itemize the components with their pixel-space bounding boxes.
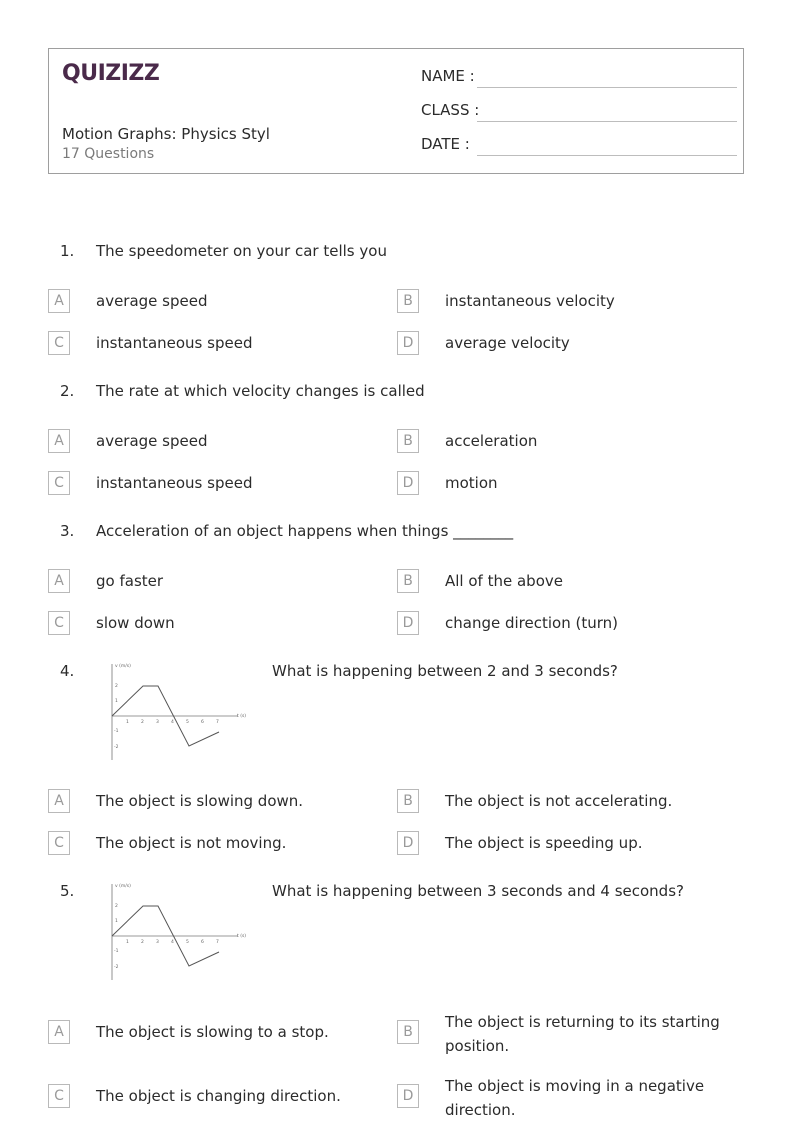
question-text: Acceleration of an object happens when things ________ xyxy=(96,522,514,540)
option-letter: B xyxy=(397,289,419,313)
option-text: The object is speeding up. xyxy=(445,834,643,852)
x-tick-label: 7 xyxy=(216,940,219,945)
velocity-time-graph xyxy=(104,880,252,984)
option-letter: B xyxy=(397,569,419,593)
option-text: instantaneous speed xyxy=(96,474,253,492)
x-axis-label: t (s) xyxy=(237,934,247,939)
question-number: 1. xyxy=(60,242,75,260)
x-tick-label: 6 xyxy=(201,720,204,725)
option-letter: A xyxy=(48,1020,70,1044)
option-letter: A xyxy=(48,569,70,593)
question-text: What is happening between 2 and 3 seconds? xyxy=(272,662,618,680)
option-text: The object is not accelerating. xyxy=(445,792,673,810)
option-letter: D xyxy=(397,331,419,355)
option-text: average speed xyxy=(96,432,208,450)
class-field[interactable] xyxy=(421,101,737,125)
option-letter: D xyxy=(397,611,419,635)
y-tick-label: 1 xyxy=(115,699,118,704)
velocity-time-graph xyxy=(104,660,252,764)
class-line[interactable] xyxy=(477,121,737,122)
option-text: acceleration xyxy=(445,432,538,450)
y-tick-label: -1 xyxy=(114,729,119,734)
x-tick-label: 3 xyxy=(156,720,159,725)
x-tick-label: 1 xyxy=(126,940,129,945)
option-letter: C xyxy=(48,831,70,855)
option-letter: C xyxy=(48,331,70,355)
x-tick-label: 4 xyxy=(171,720,174,725)
option-letter: A xyxy=(48,789,70,813)
option-text: The object is changing direction. xyxy=(96,1087,341,1105)
option-letter: D xyxy=(397,1084,419,1108)
option-text: All of the above xyxy=(445,572,563,590)
option-text: change direction (turn) xyxy=(445,614,618,632)
option-text: go faster xyxy=(96,572,164,590)
option-text: motion xyxy=(445,474,498,492)
option-text: The object is moving in a negative direction. xyxy=(445,1077,705,1119)
y-axis-label: v (m/s) xyxy=(115,664,131,669)
option-letter: D xyxy=(397,471,419,495)
x-tick-label: 5 xyxy=(186,940,189,945)
question-number: 3. xyxy=(60,522,75,540)
option-text: average velocity xyxy=(445,334,570,352)
option-text: slow down xyxy=(96,614,175,632)
worksheet-title: Motion Graphs: Physics Styl xyxy=(62,125,270,143)
x-tick-label: 7 xyxy=(216,720,219,725)
x-tick-label: 2 xyxy=(141,720,144,725)
date-label: DATE : xyxy=(421,135,470,153)
option-letter: C xyxy=(48,611,70,635)
x-tick-label: 1 xyxy=(126,720,129,725)
y-axis-label: v (m/s) xyxy=(115,884,131,889)
option-letter: B xyxy=(397,429,419,453)
x-tick-label: 5 xyxy=(186,720,189,725)
x-tick-label: 3 xyxy=(156,940,159,945)
question-number: 5. xyxy=(60,882,75,900)
date-field[interactable] xyxy=(421,135,737,159)
class-label: CLASS : xyxy=(421,101,480,119)
option-text: The object is slowing down. xyxy=(96,792,304,810)
option-letter: B xyxy=(397,1020,419,1044)
question-text: What is happening between 3 seconds and 4 seconds? xyxy=(272,882,684,900)
worksheet-header xyxy=(48,48,744,174)
question-number: 2. xyxy=(60,382,75,400)
option-text: instantaneous speed xyxy=(96,334,253,352)
y-tick-label: -1 xyxy=(114,949,119,954)
x-axis-label: t (s) xyxy=(237,714,247,719)
y-tick-label: -2 xyxy=(114,745,119,750)
y-tick-label: 1 xyxy=(115,919,118,924)
x-tick-label: 4 xyxy=(171,940,174,945)
option-text: instantaneous velocity xyxy=(445,292,615,310)
option-letter: B xyxy=(397,789,419,813)
option-text: The object is returning to its starting position. xyxy=(445,1013,720,1055)
y-tick-label: -2 xyxy=(114,965,119,970)
option-letter: D xyxy=(397,831,419,855)
x-tick-label: 6 xyxy=(201,940,204,945)
name-field[interactable] xyxy=(421,67,737,91)
option-text: The object is not moving. xyxy=(96,834,287,852)
y-tick-label: 2 xyxy=(115,904,118,909)
option-text: average speed xyxy=(96,292,208,310)
date-line[interactable] xyxy=(477,155,737,156)
option-letter: C xyxy=(48,471,70,495)
question-text: The speedometer on your car tells you xyxy=(96,242,387,260)
question-text: The rate at which velocity changes is called xyxy=(96,382,425,400)
name-line[interactable] xyxy=(477,87,737,88)
question-count: 17 Questions xyxy=(62,146,155,162)
question-number: 4. xyxy=(60,662,75,680)
option-letter: A xyxy=(48,429,70,453)
name-label: NAME : xyxy=(421,67,475,85)
quizizz-logo: QUIZIZZ xyxy=(62,61,160,86)
option-letter: A xyxy=(48,289,70,313)
x-tick-label: 2 xyxy=(141,940,144,945)
option-letter: C xyxy=(48,1084,70,1108)
option-text: The object is slowing to a stop. xyxy=(96,1023,329,1041)
y-tick-label: 2 xyxy=(115,684,118,689)
